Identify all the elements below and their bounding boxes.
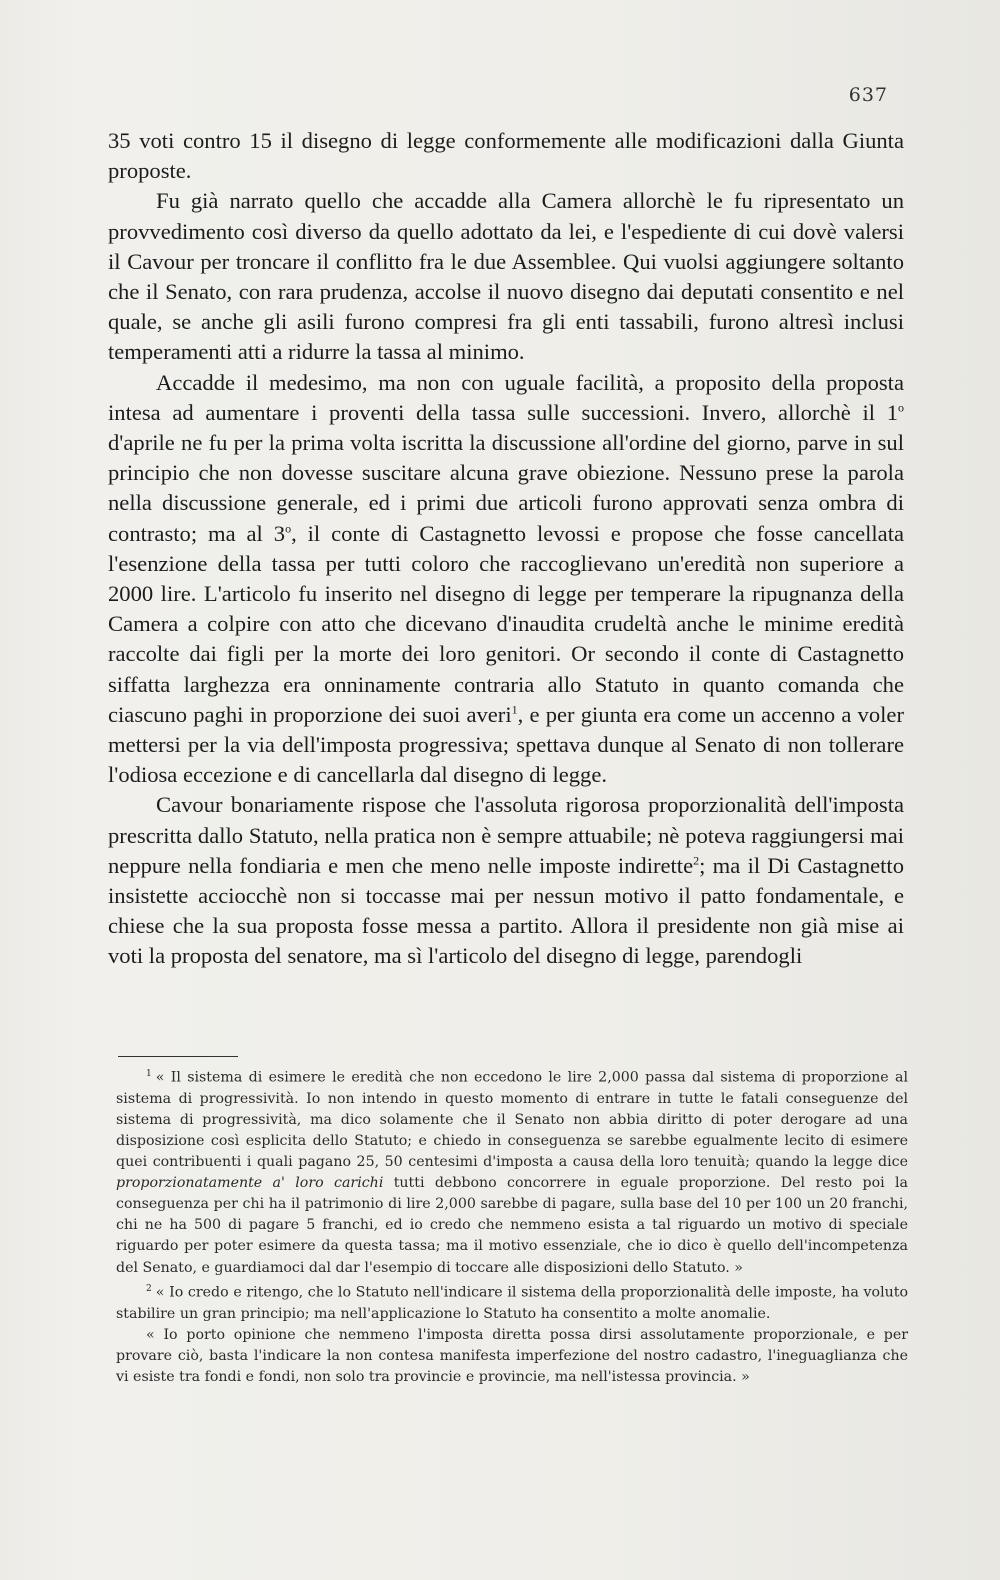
paragraph-3-text-b: d'aprile ne fu per la prima volta iscritta la discussione all'ordine del giorno, parve in sul principio che non dovesse suscitare alcuna grave obiezione. Nessuno prese la parola nella discussione generale, ed i primi due articoli furono approvati senza ombra di contrasto; ma al 3 <box>108 430 904 546</box>
footnote-mark: 2 <box>146 1283 152 1294</box>
footnote-1-text-a: « Il sistema di esimere le eredità che non eccedono le lire 2,000 passa dal sistema di proporzione al sistema di progressività. Io non intendo in questo momento di entrare in tutte le fatali conseguenze del sistema di progressività, ma dico solamente che il Senato non abbia diritto di poter derogare ad una disposizione così esplicita dello Statuto; e chiedo in conseguenza se sarebbe egualmente lecito di esimere quei contribuenti i quali pagano 25, 50 centesimi d'imposta a causa della loro tenuità; quando la legge dice <box>116 1069 908 1171</box>
footnote-1 <box>116 1064 908 1279</box>
footnote-1-text-b: tutti debbono concorrere in eguale proporzione. Del resto poi la conseguenza per chi ha il patrimonio di lire 2,000 sarebbe di pagare, sulla base del 10 per 100 un 20 franchi, chi ne ha 500 di pagare 5 franchi, ed io credo che nemmeno esista a tal riguardo un motivo di speciale riguardo per poter esimere da questa tassa; ma il motivo essenziale, che io dico è quello dell'incompetenza del Senato, e guardiamoci dal dar l'esempio di toccare alle disposizioni dello Statuto. » <box>116 1175 908 1276</box>
footnote-reference-1[interactable]: 1 <box>511 702 518 717</box>
footnote-2-text: « Io credo e ritengo, che lo Statuto nell'indicare il sistema della proporzionalità delle imposte, ha voluto stabilire un gran principio; ma nell'applicazione lo Statuto ha consentito a molte anomalie. <box>116 1284 908 1322</box>
paragraph-3-text-c: , il conte di Castagnetto levossi e propose che fosse cancellata l'esenzione della tassa per tutti coloro che raccoglievano un'eredità non superiore a 2000 lire. L'articolo fu inserito nel disegno di legge per temperare la ripugnanza della Camera a colpire con atto che dicevano d'inaudita crudeltà anche le minime eredità raccolte dai figli per la morte dei loro genitori. Or secondo il conte di Castagnetto siffatta larghezza era onninamente contraria allo Statuto in quanto comanda che ciascuno paghi in proporzione dei suoi averi <box>108 520 905 727</box>
footnote-reference-2[interactable]: 2 <box>693 853 700 868</box>
footnote-1-quote-italic: proporzionatamente a' loro carichi <box>116 1175 384 1192</box>
ordinal-superscript: o <box>898 400 904 415</box>
footnotes <box>116 1064 908 1388</box>
page-number: 637 <box>848 84 888 106</box>
paragraph-2 <box>108 186 904 367</box>
paragraph-2-text: Fu già narrato quello che accadde alla Camera allorchè le fu ripresentato un provvedimento così diverso da quello adottato da lei, e l'espediente di cui dovè valersi il Cavour per troncare il conflitto fra le due Assemblee. Qui vuolsi aggiungere soltanto che il Senato, con rara prudenza, accolse il nuovo disegno dai deputati consentito e nel quale, se anche gli asili furono compresi fra gli enti tassabili, furono altresì inclusi temperamenti atti a ridurre la tassa al minimo. <box>108 188 904 365</box>
footnote-2 <box>116 1279 908 1325</box>
paragraph-4-text-a: Cavour bonariamente rispose che l'assoluta rigorosa proporzionalità dell'imposta prescritta dallo Statuto, nella pratica non è sempre attuabile; nè poteva raggiungersi mai neppure nella fondiaria e men che meno nelle imposte indirette <box>108 792 904 878</box>
paragraph-1 <box>108 126 904 186</box>
footnote-2-continuation-text: « Io porto opinione che nemmeno l'imposta diretta possa dirsi assolutamente proporzionale, e per provare ciò, basta l'indicare la non contesa manifesta imperfezione del nostro cadastro, l'ineguaglianza che vi esiste tra fondi e fondi, non solo tra provincie e provincie, ma nell'istessa provincia. » <box>116 1326 908 1385</box>
paragraph-3-text-d: , e per giunta era come un accenno a voler mettersi per la via dell'imposta progressiva; spettava dunque al Senato di non tollerare l'odiosa eccezione e di cancellarla dal disegno di legge. <box>108 701 904 788</box>
paragraph-3 <box>108 368 904 791</box>
paragraph-4 <box>108 790 904 971</box>
footnote-mark: 1 <box>146 1069 152 1079</box>
paragraph-1-text: 35 voti contro 15 il disegno di legge conformemente alle modificazioni dalla Giunta proposte. <box>108 128 904 184</box>
paragraph-4-text-b: ; ma il Di Castagnetto insistette acciocchè non si toccasse mai per nessun motivo il patto fondamentale, e chiese che la sua proposta fosse messa a partito. Allora il presidente non già mise ai voti la proposta del senatore, ma sì l'articolo del disegno di legge, parendogli <box>108 852 904 969</box>
footnote-2-continuation <box>116 1325 908 1388</box>
ordinal-superscript: o <box>285 521 292 536</box>
footnote-divider <box>118 1056 238 1057</box>
main-text <box>108 126 904 972</box>
paragraph-3-text-a: Accadde il medesimo, ma non con uguale facilità, a proposito della proposta intesa ad aumentare i proventi della tassa sulle successioni. Invero, allorchè il 1 <box>108 369 904 425</box>
